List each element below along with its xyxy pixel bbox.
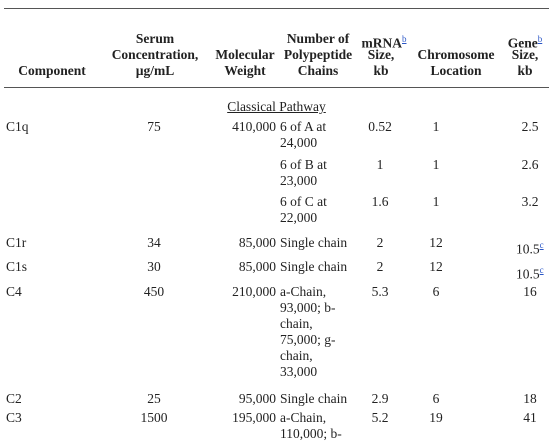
cell-serum: 25 <box>147 391 161 406</box>
cell-gene: 18 <box>523 391 537 406</box>
cell-component: C2 <box>6 391 22 406</box>
header-chains-line: Polypeptide <box>283 47 353 62</box>
cell-chains: Single chain <box>280 235 348 250</box>
footnote-c-link[interactable]: c <box>539 240 544 250</box>
cell-chains: chain, <box>280 316 313 331</box>
header-mw-line: Molecular <box>215 47 275 62</box>
cell-component: C1r <box>6 235 27 250</box>
cell-chrom: 1 <box>432 194 440 209</box>
header-gene-line: Gene$^b$ <box>507 34 543 51</box>
cell-mw: 410,000 <box>232 119 276 134</box>
cell-component: C1s <box>6 259 28 274</box>
header-mw-line: Weight <box>224 63 266 78</box>
cell-chains: 24,000 <box>280 135 318 150</box>
top-rule <box>4 8 549 9</box>
cell-mrna: 5.3 <box>371 284 389 299</box>
cell-gene: 2.6 <box>521 157 539 172</box>
header-chains-line: Number of <box>286 31 350 46</box>
cell-serum: 1500 <box>140 410 168 425</box>
cell-gene: 16 <box>523 284 537 299</box>
cell-chrom: 12 <box>429 259 443 274</box>
header-gene-line: Size, <box>511 47 539 62</box>
cell-mw: 85,000 <box>238 259 276 274</box>
cell-chrom: 6 <box>432 284 440 299</box>
cell-component: C3 <box>6 410 22 425</box>
cell-gene: 2.5 <box>521 119 539 134</box>
cell-gene: 41 <box>523 410 537 425</box>
cell-gene: 3.2 <box>521 194 539 209</box>
cell-gene: 10.5$^c$ <box>516 265 544 282</box>
section-title: Classical Pathway <box>227 99 326 114</box>
header-mrna-line: Size, <box>367 47 395 62</box>
cell-chains: a-Chain, <box>280 410 327 425</box>
header-chrom-line: Chromosome <box>417 47 495 62</box>
cell-mw: 210,000 <box>232 284 276 299</box>
cell-serum: 34 <box>147 235 161 250</box>
cell-chains: 6 of C at <box>280 194 327 209</box>
cell-chrom: 1 <box>432 157 440 172</box>
cell-mrna: 5.2 <box>371 410 389 425</box>
header-serum-line: µg/mL <box>135 63 175 78</box>
cell-mrna: 1 <box>376 157 384 172</box>
cell-mrna: 2 <box>376 259 384 274</box>
cell-chains: Single chain <box>280 259 348 274</box>
cell-chains: 33,000 <box>280 364 318 379</box>
cell-gene: 10.5$^c$ <box>516 240 544 257</box>
cell-mrna: 0.52 <box>368 119 392 134</box>
cell-chrom: 12 <box>429 235 443 250</box>
cell-mrna: 2 <box>376 235 384 250</box>
header-rule <box>4 87 549 88</box>
footnote-c-link[interactable]: c <box>539 265 544 275</box>
footnote-b-link[interactable]: b <box>537 34 543 44</box>
cell-mrna: 2.9 <box>371 391 389 406</box>
cell-mw: 195,000 <box>232 410 276 425</box>
cell-chains: 6 of A at <box>280 119 327 134</box>
header-serum-line: Serum <box>135 31 175 46</box>
header-mrna-line: mRNA$^b$ <box>361 34 407 51</box>
cell-chains: 6 of B at <box>280 157 327 172</box>
cell-chrom: 6 <box>432 391 440 406</box>
cell-component: C1q <box>6 119 29 134</box>
header-mrna-line: kb <box>373 63 389 78</box>
cell-chains: a-Chain, <box>280 284 327 299</box>
cell-mw: 95,000 <box>238 391 276 406</box>
cell-chrom: 1 <box>432 119 440 134</box>
cell-component: C4 <box>6 284 22 299</box>
cell-chains: 110,000; b- <box>280 426 342 441</box>
cell-chrom: 19 <box>429 410 443 425</box>
cell-chains: 75,000; g- <box>280 332 336 347</box>
header-serum-line: Concentration, <box>111 47 199 62</box>
cell-chains: 23,000 <box>280 173 318 188</box>
cell-mrna: 1.6 <box>371 194 389 209</box>
cell-serum: 450 <box>143 284 165 299</box>
cell-mw: 85,000 <box>238 235 276 250</box>
cell-chains: 22,000 <box>280 210 318 225</box>
cell-chains: chain, <box>280 348 313 363</box>
header-chains-line: Chains <box>297 63 339 78</box>
cell-chains: 93,000; b- <box>280 300 336 315</box>
header-chrom-line: Location <box>430 63 482 78</box>
header-component: Component <box>18 63 86 78</box>
cell-serum: 75 <box>147 119 161 134</box>
footnote-b-link[interactable]: b <box>402 34 407 44</box>
cell-chains: Single chain <box>280 391 348 406</box>
cell-serum: 30 <box>147 259 161 274</box>
header-gene-line: kb <box>517 63 533 78</box>
